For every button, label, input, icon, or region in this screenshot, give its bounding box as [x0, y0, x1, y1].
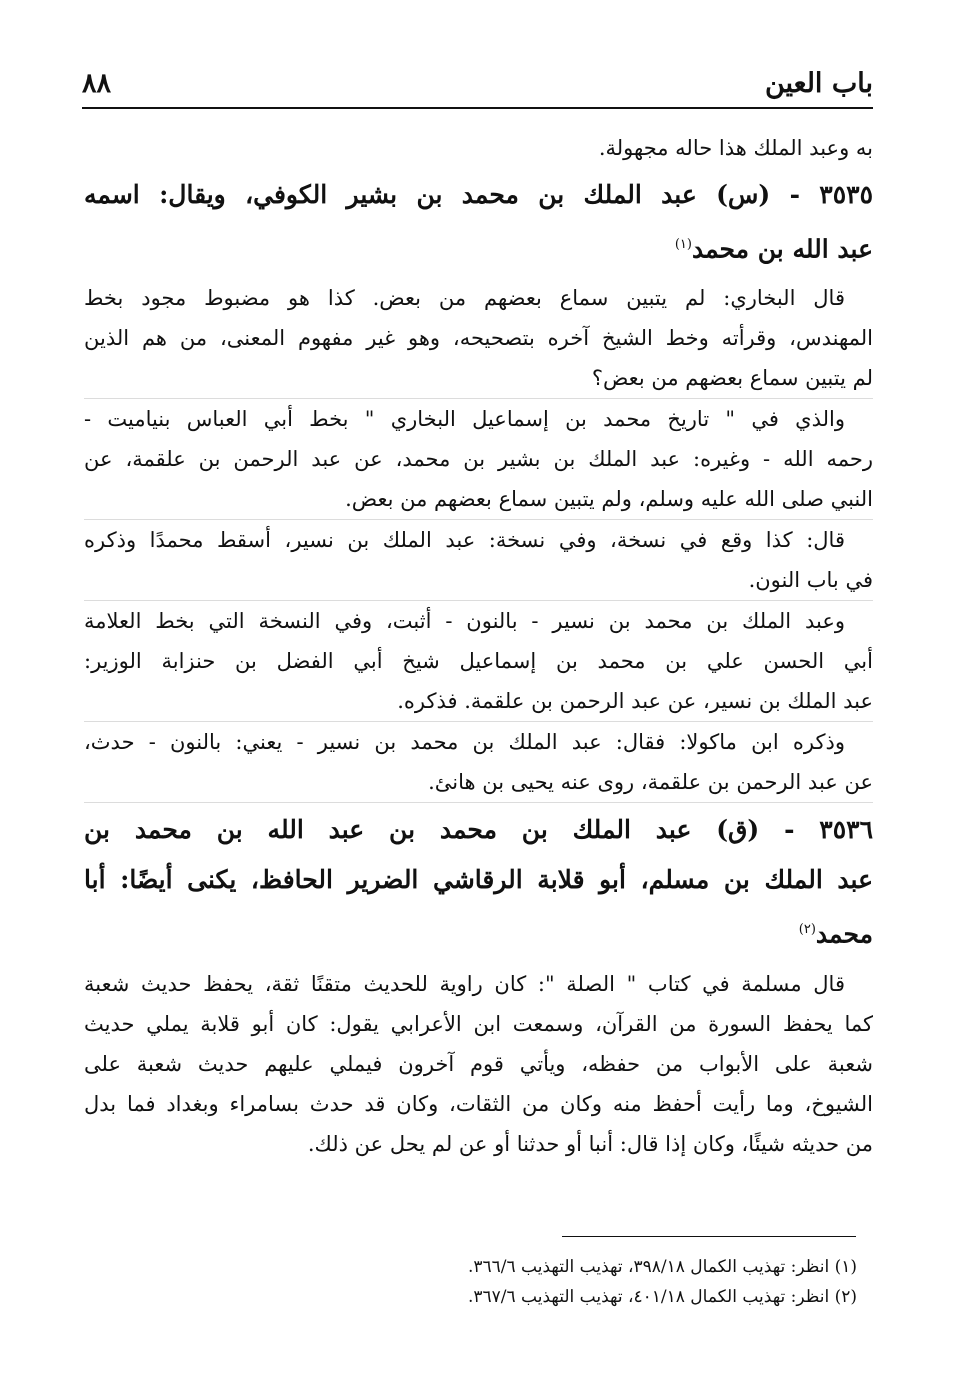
text-line: أبي الحسن علي بن محمد بن إسماعيل شيخ أبي الفضل بن حنزابة الوزير:	[84, 649, 873, 674]
paragraph-tarikh	[84, 399, 873, 520]
header-divider	[82, 107, 873, 109]
text-line: من حديثه شيئًا، وكان إذا قال: أنبا أو حدثنا أو عن لم يحل عن ذلك.	[307, 1131, 873, 1156]
text-line: شعبة على الأبواب من حفظه، ويأتي قوم آخرون فيملي عليهم حديث شعبة على	[84, 1051, 873, 1076]
text-line: به وعبد الملك هذا حاله مجهولة.	[598, 136, 873, 160]
footnote-ref-2: (٢)	[798, 922, 816, 938]
page-number: ٨٨	[82, 68, 112, 99]
page-header	[82, 62, 873, 108]
text-line: عبد الملك بن نسير، عن عبد الرحمن بن علقمة. فذكره.	[397, 689, 873, 714]
paragraph-makula	[84, 722, 873, 803]
heading-text: عبد الله بن محمد	[691, 234, 873, 264]
heading-line	[84, 905, 873, 959]
text-line: وعبد الملك بن محمد بن نسير - بالنون - أثبت، وفي النسخة التي بخط العلامة	[84, 609, 845, 634]
text-line: قال مسلمة في كتاب " الصلة ": كان راوية للحديث متقنًا ثقة، يحفظ حديث شعبة	[84, 971, 845, 996]
footnote-ref-1: (١)	[674, 237, 692, 252]
paragraph-maslama	[84, 964, 873, 1164]
footnote-1: (١) انظر: تهذيب الكمال ٣٩٨/١٨، تهذيب التهذيب ٣٦٦/٦.	[467, 1257, 857, 1277]
text-line: قال البخاري: لم يتبين سماع بعضهم من بعض. كذا هو مضبوط مجود بخط	[84, 286, 845, 311]
text-line: لم يتبين سماع بعضهم من بعض؟	[591, 366, 873, 391]
text-line: كما يحفظ السورة من القرآن، وسمعت ابن الأعرابي يقول: كان أبو قلابة يملي حديث	[84, 1011, 873, 1036]
paragraph-bukhari	[84, 278, 873, 399]
footnote-divider	[562, 1236, 856, 1237]
intro-paragraph	[84, 128, 873, 168]
text-line: النبي صلى الله عليه وسلم، ولم يتبين سماع بعضهم من بعض.	[345, 487, 873, 512]
text-line: المهندس، وقرأته وخط الشيخ آخره بتصحيحه، وهو غير مفهوم المعنى، من هم الذين	[84, 326, 873, 351]
footnotes	[84, 1252, 873, 1312]
entry-3536-heading	[84, 805, 873, 959]
text-line: قال: كذا وقع في نسخة، وفي نسخة: عبد الملك بن نسير، أسقط محمدًا وذكره	[84, 528, 845, 553]
heading-text: محمد	[815, 919, 873, 949]
text-line: رحمه الله - وغيره: عبد الملك بن بشير بن محمد، عن عبد الرحمن بن علقمة، عن	[84, 447, 873, 472]
text-line: وذكره ابن ماكولا: فقال: عبد الملك بن محمد بن نسير - يعني: بالنون - حدث،	[84, 730, 845, 755]
text-line: الشيوخ، وما رأيت أحفظ منه وكان من الثقات، وكان قد حدث بسامراء وبغداد فما بدل	[84, 1091, 873, 1116]
paragraph-nuskha	[84, 520, 873, 601]
entry-3535-heading	[84, 170, 873, 274]
heading-line: ٣٥٣٥ - (س) عبد الملك بن محمد بن بشير الكوفي، ويقال: اسمه	[84, 180, 873, 209]
paragraph-nusayr	[84, 601, 873, 722]
chapter-title: باب العين	[764, 68, 873, 99]
text-line: عن عبد الرحمن بن علقمة، روى عنه يحيى بن هانئ.	[428, 770, 873, 795]
heading-line: ٣٥٣٦ - (ق) عبد الملك بن محمد بن عبد الله بن محمد بن	[84, 815, 873, 845]
page-body	[84, 128, 873, 1164]
text-line: في باب النون.	[748, 568, 873, 593]
heading-line	[84, 220, 873, 274]
footnote-2: (٢) انظر: تهذيب الكمال ٤٠١/١٨، تهذيب التهذيب ٣٦٧/٦.	[467, 1287, 857, 1307]
text-line: والذي في " تاريخ محمد بن إسماعيل البخاري " بخط أبي العباس بنياميت -	[84, 407, 845, 432]
heading-line: عبد الملك بن مسلم، أبو قلابة الرقاشي الضرير الحافظ، يكنى أيضًا: أبا	[84, 865, 873, 895]
